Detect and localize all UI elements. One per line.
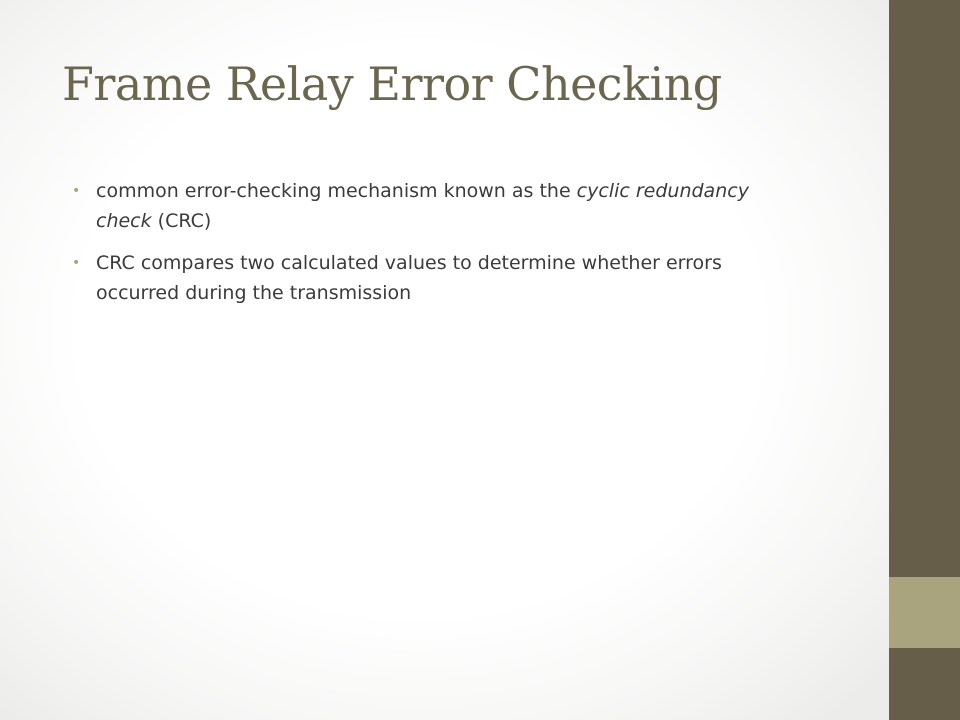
bullet-text: CRC compares two calculated values to determine whether errors occurred during the transmission	[96, 252, 722, 304]
bullet-text-emphasis: cyclic redundancy check	[96, 180, 749, 232]
bullet-list	[72, 176, 792, 320]
bullet-marker: •	[72, 255, 81, 271]
bullet-text-after: (CRC)	[151, 210, 212, 232]
bullet-item	[72, 248, 792, 308]
bullet-marker: •	[72, 183, 81, 199]
slide-title: Frame Relay Error Checking	[62, 57, 722, 111]
bullet-text-before: common error-checking mechanism known as the	[96, 180, 577, 202]
side-decoration-accent	[889, 577, 960, 648]
bullet-item	[72, 176, 792, 236]
